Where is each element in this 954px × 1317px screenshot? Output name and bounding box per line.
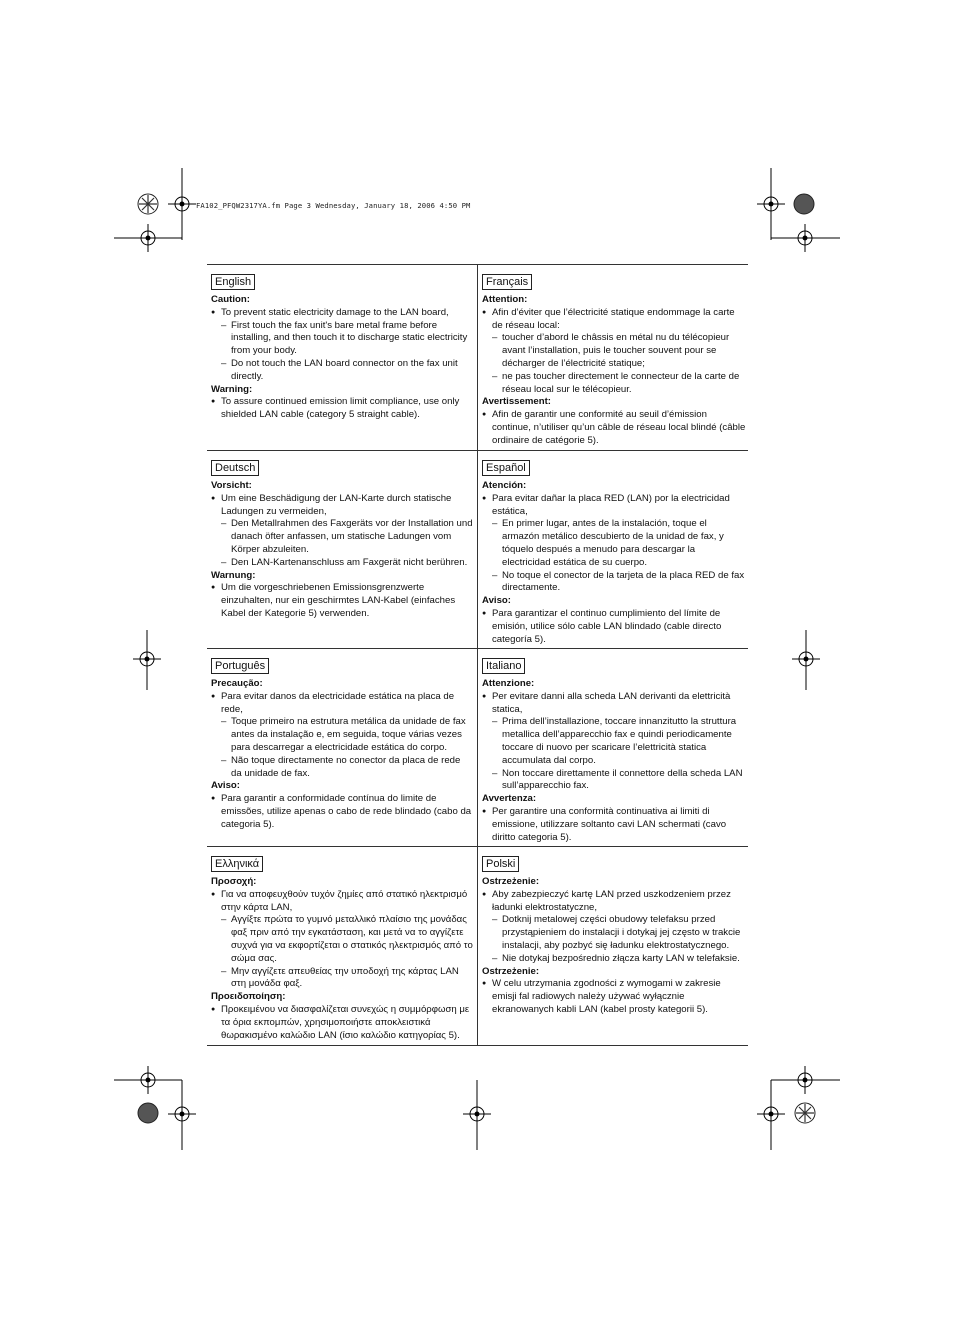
caution-heading: Atención: <box>482 480 527 491</box>
warning-bullet: ● Um die vorgeschriebenen Emissionsgrenzwerte einzuhalten, nur ein geschirmtes LAN-Kabel (einfaches Kabel der Kategorie 5) verwenden. <box>211 582 473 620</box>
warning-heading: Ostrzeżenie: <box>482 965 540 977</box>
caution-bullet: ● Per evitare danni alla scheda LAN derivanti da elettricità statica, <box>482 691 746 717</box>
language-label: Ελληνικά <box>211 856 263 872</box>
warning-heading: Aviso: <box>211 780 240 792</box>
language-section <box>211 452 473 621</box>
caution-heading: Ostrzeżenie: <box>482 876 540 887</box>
caution-dash-item: – No toque el conector de la tarjeta de la placa RED de fax directamente. <box>482 570 746 596</box>
language-label: Italiano <box>482 658 525 674</box>
warning-bullet: ● To assure continued emission limit compliance, use only shielded LAN cable (category 5 straight cable). <box>211 396 473 422</box>
language-section <box>482 650 746 844</box>
caution-dash-item: – Prima dell’installazione, toccare innanzitutto la struttura metallica dell’apparecchio fax e quindi periodicamente toccare di nuovo per scaricare l’elettricità statica accumulata dal corpo. <box>482 716 746 767</box>
caution-heading: Attention: <box>482 294 528 305</box>
caution-dash-item: – En primer lugar, antes de la instalación, toque el armazón metálico descubierto de la unidad de fax, y tóquelo después a menudo para descargar la electricidad estática de su cuerpo. <box>482 518 746 569</box>
warning-bullet: ● Para garantir a conformidade contínua do limite de emissões, utilize apenas o cabo de rede blindado (cabo da categoria 5). <box>211 793 473 831</box>
caution-dash-item: – Non toccare direttamente il connettore della scheda LAN sull’apparecchio fax. <box>482 768 746 794</box>
language-section <box>211 650 473 832</box>
warning-heading: Προειδοποίηση: <box>211 991 286 1003</box>
language-label: Português <box>211 658 269 674</box>
caution-heading: Vorsicht: <box>211 480 252 491</box>
file-header: FA102_PFQW2317YA.fm Page 3 Wednesday, January 18, 2006 4:50 PM <box>196 201 471 210</box>
language-label: Español <box>482 460 530 476</box>
caution-dash-item: – Não toque directamente no conector da placa de rede da unidade de fax. <box>211 755 473 781</box>
caution-dash-item: – Αγγίξτε πρώτα το γυμνό μεταλλικό πλαίσιο της μονάδας φαξ πριν από την εγκατάσταση, και μετά να το αγγίζετε συχνά για να εκφορτίζεται ο στατικός ηλεκτρισμός από το σώμα σας. <box>211 914 473 965</box>
row-divider <box>207 450 748 451</box>
warning-bullet: ● Per garantire una conformità continuativa ai limiti di emissione, utilizzare soltanto cavi LAN schermati (cavo diritto categoria 5). <box>482 806 746 844</box>
language-label: Deutsch <box>211 460 259 476</box>
language-section <box>482 848 746 1017</box>
language-section <box>211 266 473 422</box>
caution-bullet: ● Para evitar dañar la placa RED (LAN) por la electricidad estática, <box>482 493 746 519</box>
caution-dash-item: – Toque primeiro na estrutura metálica da unidade de fax antes da instalação e, em seguida, toque várias vezes para descarregar a electricidade estática do corpo. <box>211 716 473 754</box>
caution-dash-item: – ne pas toucher directement le connecteur de la carte de réseau local sur le télécopieur. <box>482 371 746 397</box>
language-section <box>211 848 473 1042</box>
caution-bullet: ● Aby zabezpieczyć kartę LAN przed uszkodzeniem przez ładunki elektrostatyczne, <box>482 889 746 915</box>
warning-heading: Avertissement: <box>482 396 551 408</box>
row-divider <box>207 846 748 847</box>
caution-dash-item: – First touch the fax unit's bare metal frame before installing, and then touch it to discharge static electricity from your body. <box>211 320 473 358</box>
caution-dash-item: – Nie dotykaj bezpośrednio złącza karty LAN w telefaksie. <box>482 953 746 966</box>
language-label: Français <box>482 274 532 290</box>
warning-bullet: ● W celu utrzymania zgodności z wymogami w zakresie emisji fal radiowych należy używać wyłącznie ekranowanych kabli LAN (kabel prosty kategorii 5). <box>482 978 746 1016</box>
caution-dash-item: – toucher d’abord le châssis en métal nu du télécopieur avant l’installation, puis le toucher souvent pour se décharger de l’électricité statique; <box>482 332 746 370</box>
caution-dash-item: – Dotknij metalowej części obudowy telefaksu przed przystąpieniem do instalacji i dotykaj jej często w trakcie instalacji, aby pozbyć się ładunku elektrostatycznego. <box>482 914 746 952</box>
language-section <box>482 266 746 448</box>
caution-heading: Precaução: <box>211 678 263 689</box>
warning-heading: Aviso: <box>482 595 511 607</box>
caution-bullet: ● Para evitar danos da electricidade estática na placa de rede, <box>211 691 473 717</box>
caution-bullet: ● Afin d’éviter que l’électricité statique endommage la carte de réseau local: <box>482 307 746 333</box>
language-section <box>482 452 746 646</box>
language-label: English <box>211 274 255 290</box>
caution-dash-item: – Μην αγγίζετε απευθείας την υποδοχή της κάρτας LAN στη μονάδα φαξ. <box>211 966 473 992</box>
column-divider <box>477 265 478 1045</box>
caution-bullet: ● Για να αποφευχθούν τυχόν ζημίες από στατικό ηλεκτρισμό στην κάρτα LAN, <box>211 889 473 915</box>
warning-heading: Avvertenza: <box>482 793 537 805</box>
caution-dash-item: – Den LAN-Kartenanschluss am Faxgerät nicht berühren. <box>211 557 473 570</box>
caution-bullet: ● Um eine Beschädigung der LAN-Karte durch statische Ladungen zu vermeiden, <box>211 493 473 519</box>
warning-heading: Warnung: <box>211 569 256 581</box>
row-divider <box>207 648 748 649</box>
warning-heading: Warning: <box>211 383 253 395</box>
caution-heading: Caution: <box>211 294 250 305</box>
warning-bullet: ● Para garantizar el continuo cumplimiento del límite de emisión, utilice sólo cable LAN blindado (cable directo categoría 5). <box>482 608 746 646</box>
warning-bullet: ● Προκειμένου να διασφαλίζεται συνεχώς η συμμόρφωση με τα όρια εκπομπών, χρησιμοποιήστε αποκλειστικά θωρακισμένο καλώδιο LAN (ίσιο καλώδιο κατηγορίας 5). <box>211 1004 473 1042</box>
caution-dash-item: – Den Metallrahmen des Faxgeräts vor der Installation und danach öfter anfassen, um statische Ladungen vom Körper abzuleiten. <box>211 518 473 556</box>
caution-heading: Προσοχή: <box>211 876 257 887</box>
warning-bullet: ● Afin de garantir une conformité au seuil d’émission continue, n’utiliser qu’un câble de réseau local blindé (câble ordinaire de catégorie 5). <box>482 409 746 447</box>
caution-heading: Attenzione: <box>482 678 535 689</box>
language-label: Polski <box>482 856 519 872</box>
caution-bullet: ● To prevent static electricity damage to the LAN board, <box>211 307 473 320</box>
caution-dash-item: – Do not touch the LAN board connector on the fax unit directly. <box>211 358 473 384</box>
